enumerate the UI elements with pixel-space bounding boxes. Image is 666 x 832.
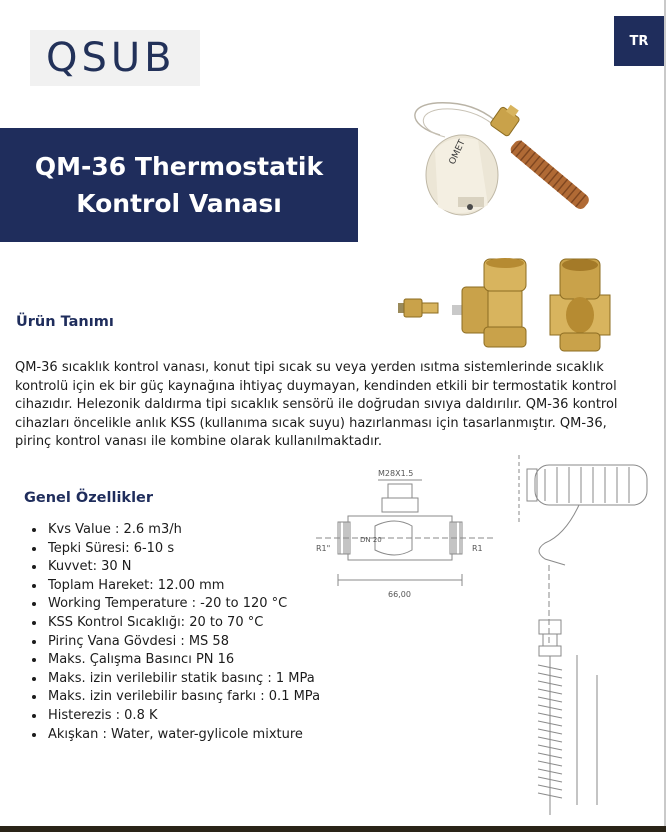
drawing-dn-label: DN 20 [360,536,382,544]
head-cap-label: OMET [447,138,468,167]
brand-logo-text: QSUB [46,35,176,81]
feature-item: • Kvs Value : 2.6 m3/h [46,521,320,540]
thermostatic-head-image [400,95,630,230]
drawing-left-thread: R1" [316,544,331,553]
feature-item: • Working Temperature : -20 to 120 °C [46,595,320,614]
feature-item: • Maks. Çalışma Basıncı PN 16 [46,651,320,670]
description-text: QM-36 sıcaklık kontrol vanası, konut tipi sıcak su veya yerden ısıtma sistemlerinde sıcaklık kontrolü için ek bir güç kaynağına ihtiyaç duymayan, kendinden etkili bir termostatik kontrol cihazıdır. Helezonik daldırma tipi sıcaklık sensörü ile doğrudan sıvıya daldırılır. QM-36 kontrol cihazları öncelikle anlık KSS (kullanıma sıcak suyu) hazırlanması için tasarlanmıştır. QM-36, pirinç kontrol vanası ile kombine olarak kullanılmaktadır. [15,360,618,450]
feature-item: • Akışkan : Water, water-gylicole mixture [46,726,320,745]
valve-technical-drawing [300,460,510,610]
feature-item: • Maks. izin verilebilir basınç farkı : 0.1 MPa [46,688,320,707]
feature-item: • Toplam Hareket: 12.00 mm [46,577,320,596]
feature-item: • KSS Kontrol Sıcaklığı: 20 to 70 °C [46,614,320,633]
features-list [26,521,320,744]
drawing-right-thread: R1 [472,544,483,553]
page-bottom-strip [0,826,666,832]
brass-fitting [550,259,610,351]
features-heading: Genel Özellikler [24,490,154,506]
thermostat-technical-drawing [505,455,655,820]
drawing-width-label: 66,00 [388,590,411,599]
brass-valve-parts-image [392,255,614,355]
feature-item: • Kuvvet: 30 N [46,558,320,577]
brass-tee-body [452,258,526,347]
page-title: QM-36 Thermostatik Kontrol Vanası [34,152,324,218]
brand-logo [30,30,200,86]
title-banner [0,128,358,242]
feature-item: • Histerezis : 0.8 K [46,707,320,726]
feature-item: • Pirinç Vana Gövdesi : MS 58 [46,633,320,652]
description-heading: Ürün Tanımı [16,314,114,330]
feature-item: • Maks. izin verilebilir statik basınç : 1 MPa [46,670,320,689]
language-badge[interactable]: TR [614,16,664,66]
valve-insert [398,299,438,317]
feature-item: • Tepki Süresi: 6-10 s [46,540,320,559]
drawing-thread-label: M28X1.5 [378,469,414,478]
